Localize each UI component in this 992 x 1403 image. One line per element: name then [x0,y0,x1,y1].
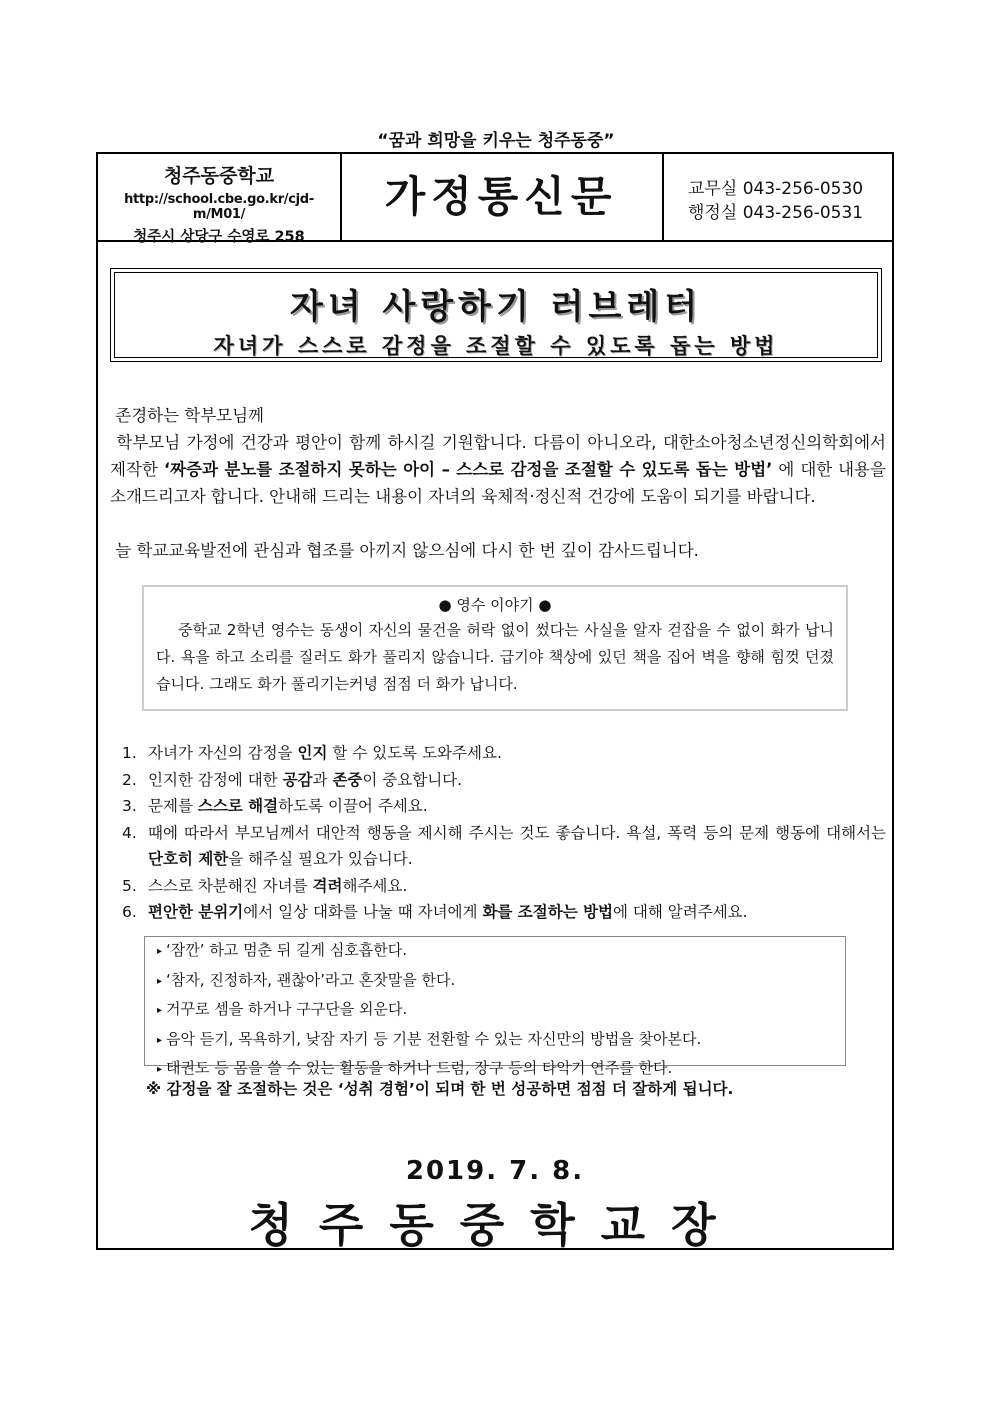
list-emphasis: 격려 [312,876,343,895]
intro-paragraph [110,429,886,510]
school-motto: “꿈과 희망을 키우는 청주동중” [377,131,615,151]
list-text: 문제를 [148,797,198,815]
list-text: 하도록 이끌어 주세요. [278,797,428,815]
school-url[interactable]: http://school.cbe.go.kr/cjd-m/M01/ [124,192,314,222]
school-address: 청주시 상당구 수영로 258 [133,229,305,245]
phone-number: 043-256-0530 [742,179,864,199]
list-item [122,793,886,820]
list-emphasis: 존중 [332,770,363,789]
list-item [122,820,886,873]
phone-label: 행정실 [688,203,738,223]
list-emphasis: 인지 [297,744,328,762]
tip-text: 태권도 등 몸을 쓸 수 있는 활동을 하거나 드럼, 장구 등의 타악기 연주를 한다. [166,1059,673,1077]
title-banner-inner [114,272,878,358]
list-emphasis: 공감 [282,770,313,789]
intro-text-a: 학부모님 가정에 건강과 평안이 함께 하시길 기원합니다. 다름이 아니오라, 대한소아청소년정신의학회에서 제작한 [110,433,886,479]
phone-label: 교무실 [688,179,738,199]
list-number: 1. [122,744,137,762]
tip-text: 거꾸로 셈을 하거나 구구단을 외운다. [166,1000,408,1018]
principal-signature: 청주동중학교장 [248,1198,742,1252]
tip-item [157,967,833,997]
intro-text-c: 에 대한 내용을 소개드리고자 합니다. 안내해 드리는 내용이 자녀의 육체적·정신적 건강에 도움이 되기를 바랍니다. [110,460,886,506]
triangle-bullet-icon: ▸ [157,946,163,957]
triangle-bullet-icon: ▸ [157,1034,163,1046]
doc-title-cell [340,154,664,240]
banner-title: 자녀 사랑하기 러브레터 [289,287,703,327]
thanks-text: 늘 학교교육발전에 관심과 협조를 아끼지 않으심에 다시 한 번 깊이 감사드립니다. [115,541,699,560]
list-text: 과 [312,770,333,789]
phone-line-admin [688,198,863,223]
greeting-text: 존경하는 학부모님께 [115,406,264,425]
school-info [98,154,342,245]
tip-item [157,1026,833,1056]
list-number: 5. [122,876,137,895]
doc-title: 가정통신문 [384,172,618,221]
list-text: 할 수 있도록 도와주세요. [327,744,502,762]
list-number: 4. [122,823,137,842]
closing-note: ※ 감정을 잘 조절하는 것은 ‘성취 경험’이 되며 한 번 성공하면 점점 더 잘하게 됩니다. [146,1080,734,1098]
story-box [142,585,848,711]
list-emphasis: 스스로 해결 [197,797,279,815]
title-banner [110,268,882,362]
tip-text: ‘참자, 진정하자, 괜찮아’라고 혼잣말을 한다. [166,970,456,989]
intro-thanks [110,537,886,564]
tip-item [157,996,833,1026]
tips-box [144,936,846,1077]
newsletter-frame [96,152,894,1250]
list-text: 인지한 감정에 대한 [148,770,283,789]
list-emphasis: 단호히 제한 [148,850,229,868]
intro-title-bold: ‘짜증과 분노를 조절하지 못하는 아이 – 스스로 감정을 조절할 수 있도록 돕는 방법’ [163,460,773,479]
tips-list [122,740,886,926]
list-text: 에서 일상 대화를 나눌 때 자녀에게 [243,903,483,921]
phone-line-office [688,174,863,199]
list-item [122,899,886,926]
phone-info [664,154,892,240]
banner-subtitle: 자녀가 스스로 감정을 조절할 수 있도록 돕는 방법 [213,334,779,358]
issue-date: 2019. 7. 8. [405,1156,585,1186]
list-text: 이 중요합니다. [362,770,463,789]
intro-greeting [110,402,886,429]
list-item [122,740,886,767]
list-emphasis: 화를 조절하는 방법 [482,903,614,921]
list-item [122,873,886,900]
tip-text: ‘잠깐’ 하고 멈춘 뒤 길게 심호흡한다. [166,941,408,959]
story-body: 중학교 2학년 영수는 동생이 자신의 물건을 허락 없이 썼다는 사실을 알자 걷잡을 수 없이 화가 납니다. 욕을 하고 소리를 질러도 화가 풀리지 않습니다. 급기야 책상에 있던 책을 집어 벽을 향해 힘껏 던졌습니다. 그래도 화가 풀리기는커녕 점점 더 화가 납니다. [156,621,834,693]
list-text: 해주세요. [342,876,408,895]
list-number: 6. [122,903,137,921]
school-name: 청주동중학교 [163,165,275,187]
list-emphasis: 편안한 분위기 [148,903,244,921]
tip-item [157,937,833,967]
tip-text: 음악 듣기, 목욕하기, 낮잠 자기 등 기분 전환할 수 있는 자신만의 방법을 찾아본다. [166,1029,702,1048]
list-item [122,767,886,794]
triangle-bullet-icon: ▸ [157,1064,163,1075]
list-number: 3. [122,797,137,815]
triangle-bullet-icon: ▸ [157,975,163,987]
triangle-bullet-icon: ▸ [157,1005,163,1016]
list-text: 스스로 차분해진 자녀를 [148,876,313,895]
list-text: 에 대해 알려주세요. [613,903,748,921]
list-text: 자녀가 자신의 감정을 [148,744,298,762]
list-text: 때에 따라서 부모님께서 대안적 행동을 제시해 주시는 것도 좋습니다. 욕설, 폭력 등의 문제 행동에 대해서는 [148,823,886,842]
list-text: 을 해주실 필요가 있습니다. [228,850,413,868]
list-number: 2. [122,770,137,789]
story-title: ● 영수 이야기 ● [438,596,552,614]
phone-number: 043-256-0531 [742,203,864,223]
letterhead [98,154,892,245]
